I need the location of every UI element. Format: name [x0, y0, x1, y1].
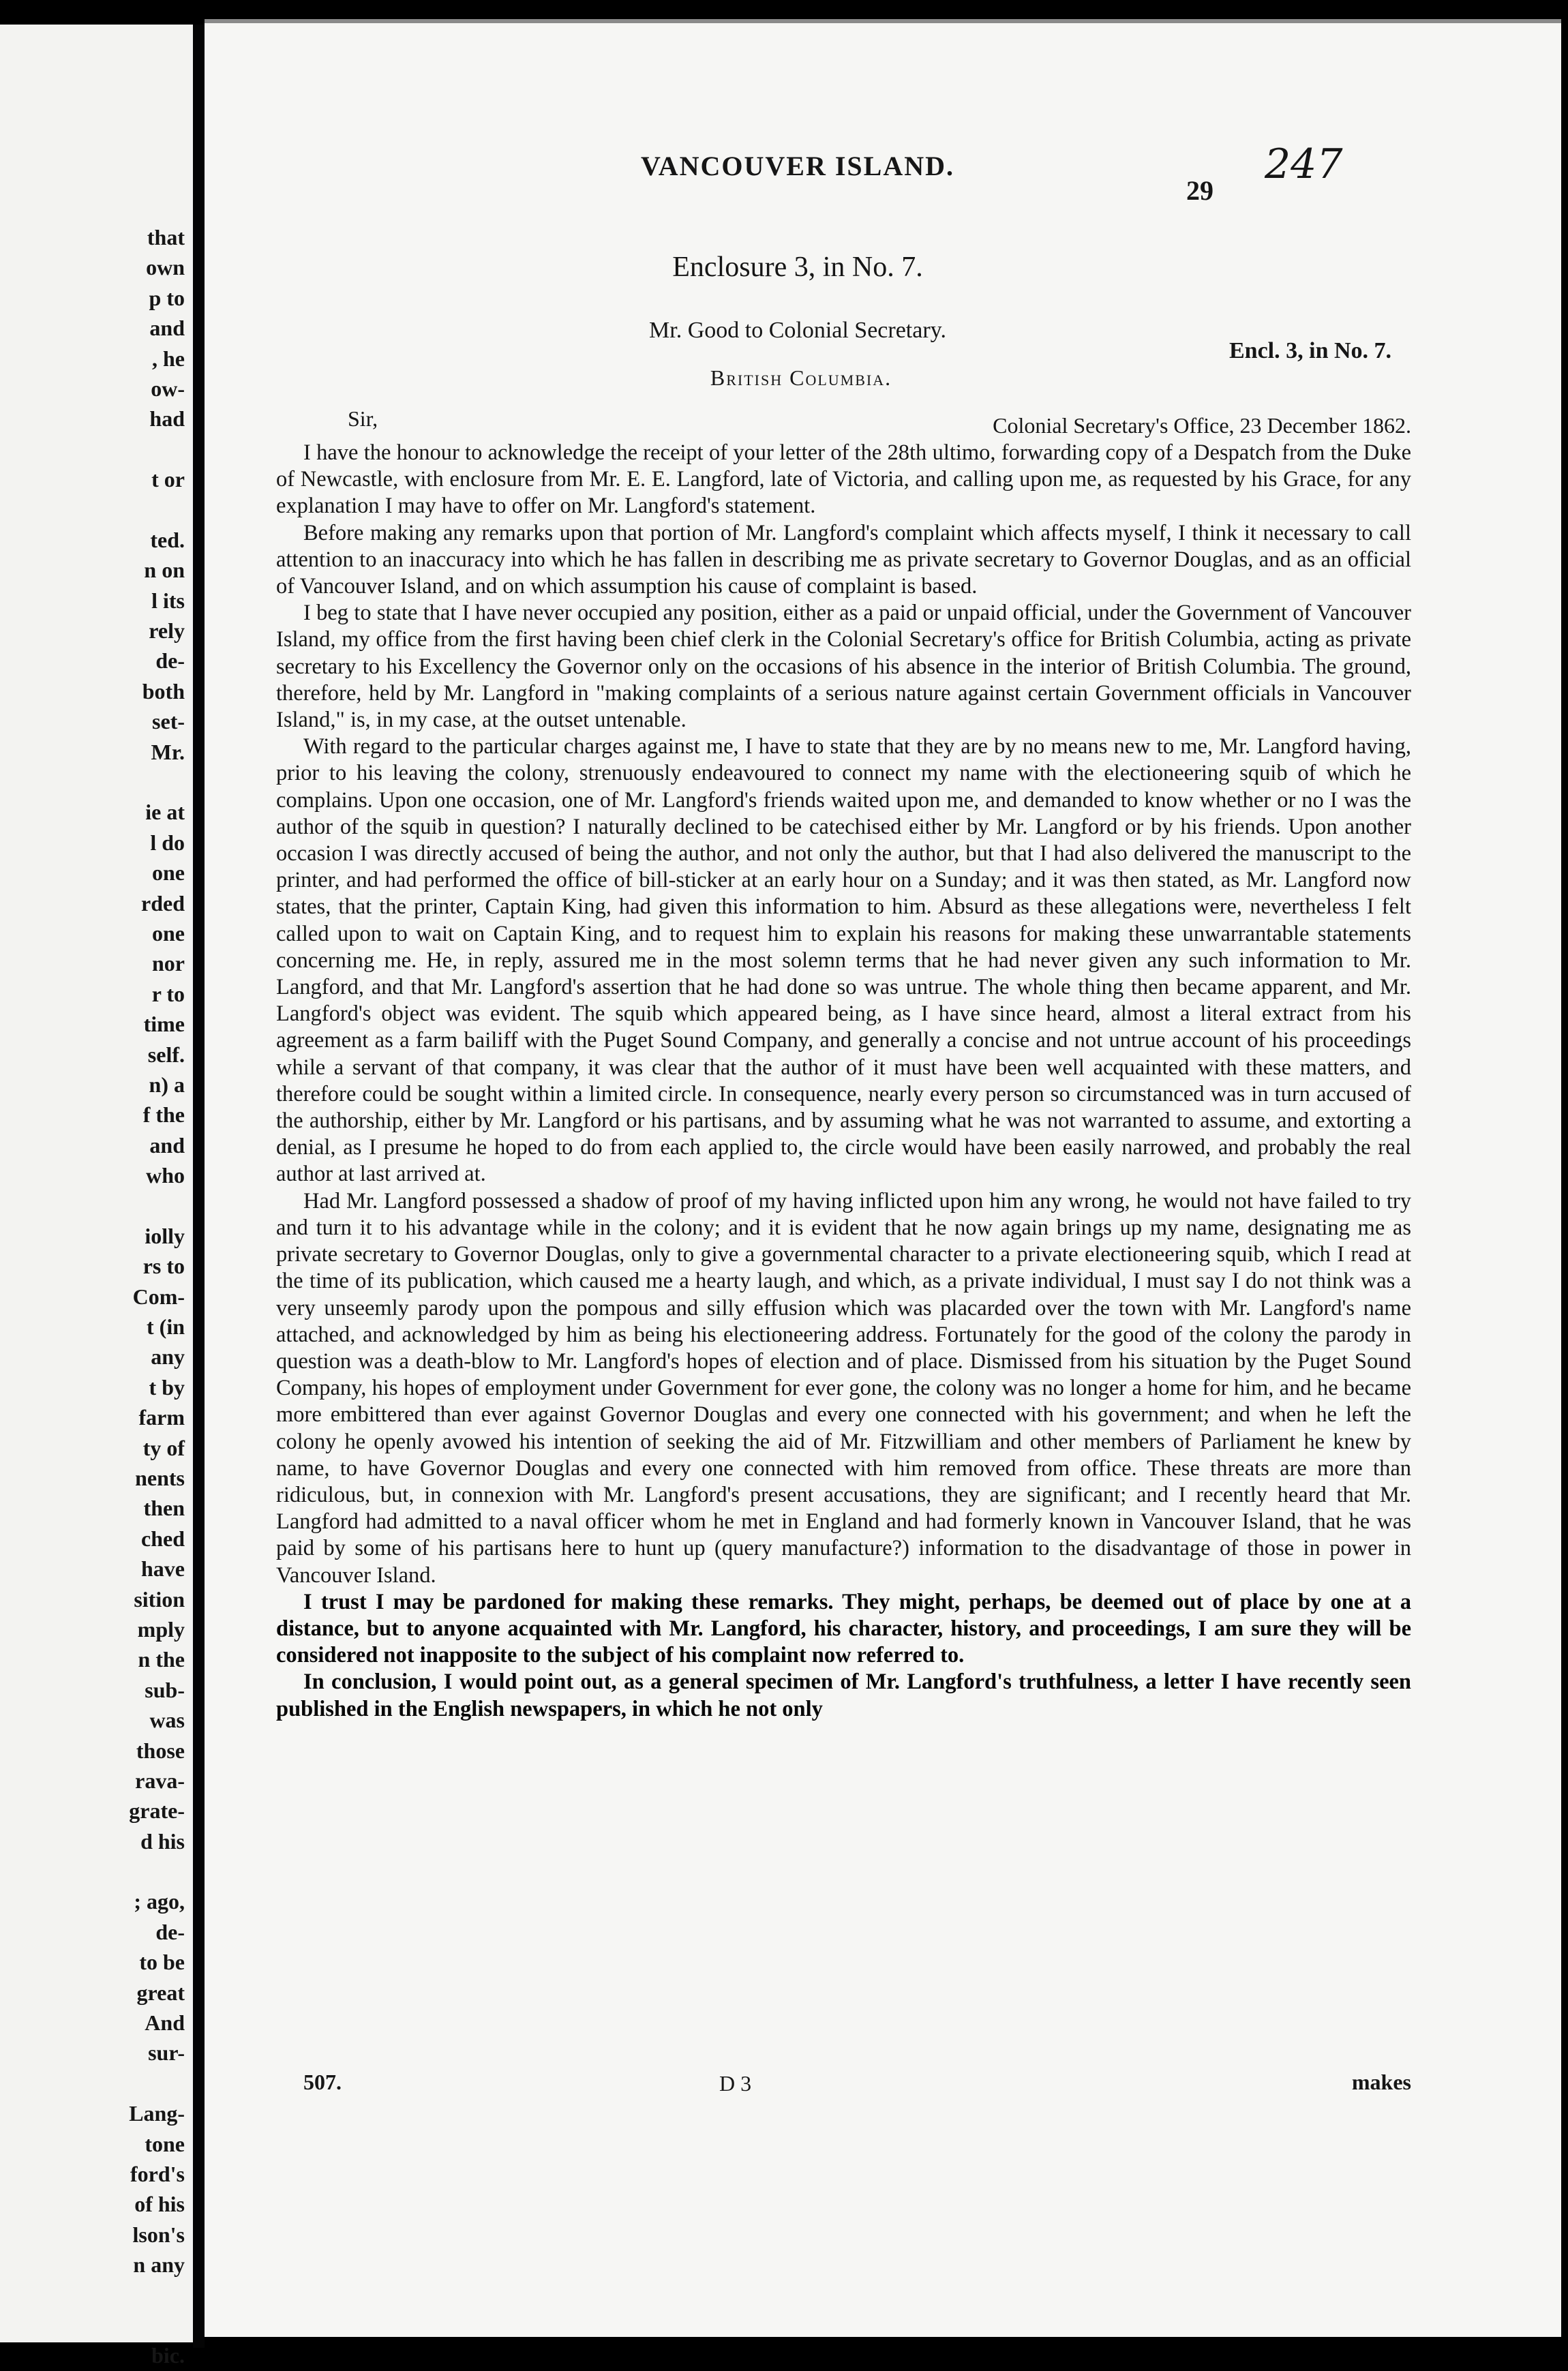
left-fragment-line: n the [138, 1647, 185, 1672]
letter-subject: Mr. Good to Colonial Secretary. [649, 318, 946, 343]
paragraph: I have the honour to acknowledge the receipt of your letter of the 28th ultimo, forwarding copy of a Despatch from the Duke of Newcastle, with enclosure from Mr. E. E. Langford, late of Victoria, and calling upon me, as requested by his Grace, for any explanation I may have to offer on Mr. Langford's statement. [276, 440, 1411, 519]
left-fragment-line: to be [139, 1950, 185, 1975]
letter-dateline: Colonial Secretary's Office, 23 December 1862. [993, 413, 1411, 438]
left-fragment-line: de- [155, 648, 185, 674]
left-fragment-line: n on [144, 558, 185, 583]
paragraph: With regard to the particular charges against me, I have to state that they are by no means new to me, Mr. Langford having, prior to his leaving the colony, strenuously endeavoured to connect my name with the electioneering squib of which he complains. Upon one occasion, one of Mr. Langford's friends waited upon me, and demanded to know whether or no I was the author of the squib in question? I naturally declined to be catechised either by Mr. Langford or by his friends. Upon another occasion I was directly accused of being the author, and not only the author, but that I had also delivered the manuscript to the printer, and had performed the office of bill-sticker at an early hour on a Sunday; and it was then stated, as Mr. Langford now states, that the printer, Captain King, had given this information to him. Absurd as these allegations were, nevertheless I felt called upon to wait on Captain King, and to request him to explain his reasons for making these unwarrantable statements concerning me. He, in reply, assured me in the most solemn terms that he had never given any such information to Mr. Langford, and that Mr. Langford's assertion that he had done so was untrue. The whole thing then became apparent, and Mr. Langford's object was evident. The squib which appeared being, as I have since heard, almost a literal extract from his agreement as a farm bailiff with the Puget Sound Company, and generally a concise and not untrue account of his proceedings while a servant of that company, it was clear that the author of it must have been well acquainted with these matters, and therefore could be sought within a limited circle. In consequence, nearly every person so circumstanced was in turn accused of the authorship, either by Mr. Langford or his partisans, and by assuming what he was not warranted to assume, and extorting a denial, as I presume he hoped to do from each applied to, the circle would have been easily narrowed, and probably the real author at last arrived at. [276, 734, 1411, 1187]
left-facing-page [0, 25, 193, 2368]
left-fragment-line: l do [150, 830, 185, 855]
margin-note: Encl. 3, in No. 7. [1229, 338, 1392, 363]
paragraph: In conclusion, I would point out, as a general specimen of Mr. Langford's truthfulness, a letter I have recently seen published in the English newspapers, in which he not only [276, 1670, 1411, 1721]
paragraph: I trust I may be pardoned for making these remarks. They might, perhaps, be deemed out of place by one at a distance, but to anyone acquainted with Mr. Langford, his character, history, and proceedings, I am sure they will be considered not inapposite to the subject of his complaint now referred to. [276, 1589, 1411, 1668]
left-fragment-line: any [151, 1344, 185, 1370]
left-fragment-line: rded [141, 890, 185, 916]
paragraph: I beg to state that I have never occupied any position, either as a paid or unpaid official, under the Government of Vancouver Island, my office from the first having been chief clerk in the Colonial Secretary's office for British Columbia, acting as private secretary to his Excellency the Governor only on the occasions of his absence in the interior of British Columbia. The ground, therefore, held by Mr. Langford in "making complaints of a serious nature against certain Government officials in Vancouver Island," is, in my case, at the outset untenable. [276, 601, 1411, 733]
left-fragment-line [48, 1856, 185, 1886]
letter-body [276, 440, 1411, 1723]
left-fragment-line: n) a [149, 1072, 185, 1097]
left-fragment-line: self. [147, 1042, 185, 1067]
left-fragment-line [48, 495, 185, 525]
left-fragment-line: and [149, 1132, 185, 1158]
left-fragment-line [48, 434, 185, 464]
left-fragment-line: grate- [129, 1798, 185, 1824]
left-fragment-line: sition [134, 1586, 185, 1612]
left-fragment-line [48, 2068, 185, 2098]
enclosure-title: Enclosure 3, in No. 7. [672, 252, 923, 283]
left-fragment-line: bic. [151, 2343, 185, 2368]
page-top-edge [205, 19, 1561, 23]
footer-catchword: makes [1351, 2070, 1411, 2094]
left-fragment-line: of his [134, 2192, 185, 2217]
left-fragment-line: t by [149, 1374, 185, 1400]
left-fragment-line: farm [138, 1405, 185, 1430]
left-fragment-line: ie at [145, 800, 185, 825]
left-fragment-line: t or [151, 467, 185, 492]
left-fragment-line: then [143, 1496, 185, 1521]
left-fragment-line: mply [137, 1616, 185, 1642]
left-fragment-line: Mr. [151, 739, 185, 764]
paragraph: Had Mr. Langford possessed a shadow of proof of my having inflicted upon him any wrong, he would not have failed to try and turn it to his advantage while in the colony; and it is evident that he now again brings up my name, designating me as private secretary to Governor Douglas, only to give a governmental character to a private electioneering squib, which I read at the time of its publication, which caused me a hearty laugh, and which, as a private individual, I must say I do not think was a very unseemly parody upon the pompous and silly effusion which was placarded over the town with Mr. Langford's name attached, and acknowledged by him as being his electioneering address. Fortunately for the good of the colony the parody in question was a death-blow to Mr. Langford's hopes of election and of place. Dismissed from his situation by the Puget Sound Company, his hopes of employment under Government for ever gone, the colony was no longer a home for him, and he became more embittered than ever against Governor Douglas and every one connected with his government; and when he left the colony he openly avowed his intention of seeking the aid of Mr. Fitzwilliam and other members of Parliament he knew by name, to have Governor Douglas and every one connected with him removed from office. These threats are more than ridiculous, but, in connexion with Mr. Langford's present accusations, they are significant; and I recently heard that Mr. Langford had admitted to a naval officer whom he met in England and had formerly known in Vancouver Island, that he was paid by some of his partisans here to hunt up (query manufacture?) information to the disadvantage of those in power in Vancouver Island. [276, 1188, 1411, 1588]
left-fragment-line: one [152, 920, 185, 946]
left-fragment-line: great [136, 1980, 185, 2005]
left-fragment-line: Com- [132, 1284, 185, 1309]
left-fragment-line: , he [152, 346, 185, 371]
left-fragment-line: those [136, 1738, 185, 1763]
left-fragment-line: sur- [148, 2040, 185, 2066]
letter-place: British Columbia. [710, 365, 892, 390]
left-fragment-line: ow- [151, 376, 185, 401]
left-fragment-line: ; ago, [134, 1889, 185, 1914]
left-fragment-line: who [146, 1163, 185, 1188]
left-fragment-line: have [141, 1556, 185, 1582]
footer-signature-mark: D 3 [719, 2071, 752, 2096]
left-fragment-line: tone [145, 2131, 185, 2156]
page-number: 29 [1186, 175, 1213, 206]
left-fragment-line: sub- [145, 1677, 185, 1702]
salutation: Sir, [348, 406, 378, 431]
left-page-text-fragments [48, 222, 185, 2371]
document-page [205, 19, 1561, 2337]
left-fragment-line: that [147, 225, 185, 250]
left-fragment-line: ford's [130, 2162, 185, 2186]
left-fragment-line: d his [140, 1828, 185, 1854]
footer-sheet-number: 507. [303, 2070, 342, 2094]
left-fragment-line: t (in [147, 1314, 185, 1340]
left-fragment-line: Lang- [129, 2101, 185, 2126]
left-fragment-line: ched [141, 1526, 185, 1551]
left-fragment-line [48, 1191, 185, 1221]
left-fragment-line: ty of [142, 1435, 185, 1460]
left-fragment-line: and [149, 316, 185, 341]
left-fragment-line: set- [152, 709, 185, 734]
left-fragment-line: And [145, 2010, 185, 2036]
left-fragment-line: ted. [150, 527, 185, 552]
handwritten-folio-number: 247 [1265, 140, 1343, 188]
running-head: VANCOUVER ISLAND. [641, 151, 954, 181]
paragraph: Before making any remarks upon that portion of Mr. Langford's complaint which affects myself, I think it necessary to call attention to an inaccuracy into which he has fallen in describing me as private secretary to Governor Douglas, and as an official of Vancouver Island, and on which assumption his cause of complaint is based. [276, 520, 1411, 599]
left-fragment-line [48, 767, 185, 797]
left-fragment-line: rely [149, 618, 185, 644]
left-fragment-line: f the [142, 1102, 185, 1128]
left-fragment-line: l its [151, 588, 185, 613]
left-fragment-line: had [149, 406, 185, 432]
left-fragment-line: rava- [135, 1768, 185, 1793]
left-fragment-line: p to [149, 285, 185, 310]
left-fragment-line: was [149, 1708, 185, 1733]
left-fragment-line [48, 2310, 185, 2340]
left-fragment-line: r to [151, 981, 185, 1006]
left-fragment-line: one [152, 860, 185, 886]
book-gutter [193, 25, 205, 2348]
left-fragment-line: rs to [142, 1254, 185, 1279]
left-fragment-line [48, 2280, 185, 2310]
left-fragment-line: nor [152, 951, 185, 976]
left-fragment-line: de- [155, 1919, 185, 1944]
left-fragment-line: time [143, 1012, 185, 1037]
left-fragment-line: nents [135, 1466, 185, 1491]
left-fragment-line: both [142, 678, 185, 704]
left-fragment-line: iolly [145, 1223, 185, 1248]
left-fragment-line: lson's [132, 2222, 185, 2247]
left-fragment-line: n any [133, 2252, 185, 2278]
left-fragment-line: own [146, 255, 185, 280]
